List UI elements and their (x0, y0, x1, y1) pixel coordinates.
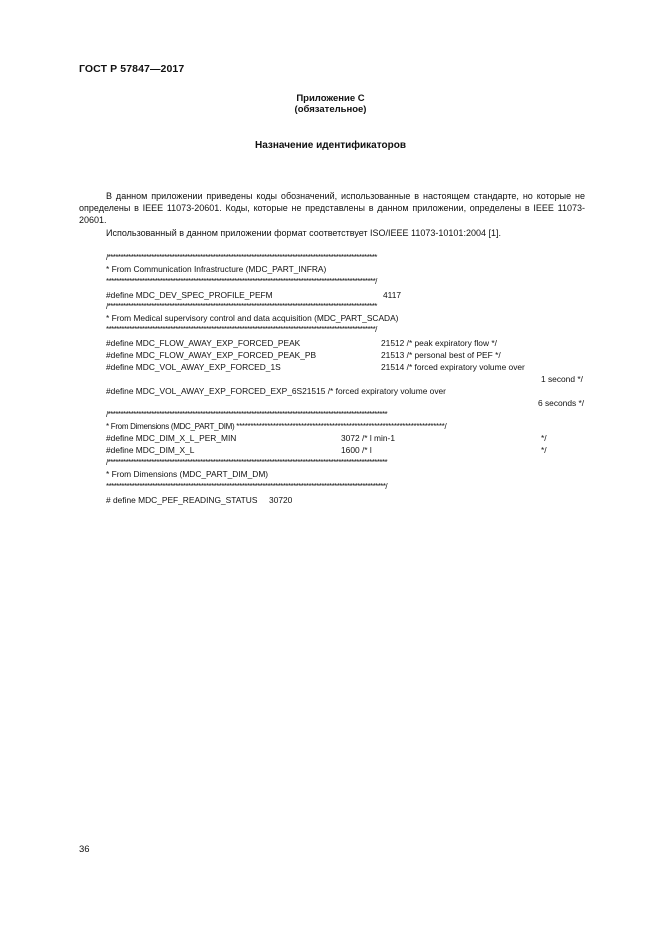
define-value: 4117 (383, 290, 402, 300)
comment-end: */ (541, 445, 547, 455)
page-number: 36 (79, 844, 90, 855)
define-value-continuation: 6 seconds */ (538, 398, 585, 408)
comment-end: */ (541, 433, 547, 443)
intro-paragraph-1: В данном приложении приведены коды обозначений, использованные в настоящем стандарте, но которые не определены в IEEE 11073-20601. Коды, которые не представлены в данном приложении, определены в IEEE 11073-20601. (79, 191, 585, 225)
define-value: 21513 /* personal best of PEF */ (381, 350, 501, 360)
comment-border: *********************************************************************************************************/ (106, 277, 377, 286)
define-value: 3072 /* l min-1 (341, 433, 395, 443)
annex-heading: Назначение идентификаторов (255, 140, 406, 151)
standard-header: ГОСТ Р 57847—2017 (79, 63, 185, 75)
comment-border: *********************************************************************************************************/ (106, 325, 377, 334)
define-value: 1600 /* l (341, 445, 372, 455)
comment-border: /************************************************************************************************************* (106, 458, 388, 467)
define-value: 21514 /* forced expiratory volume over (381, 362, 525, 372)
define-name: #define MDC_FLOW_AWAY_EXP_FORCED_PEAK (106, 338, 301, 348)
define-name: #define MDC_VOL_AWAY_EXP_FORCED_1S (106, 362, 281, 372)
comment-border: *************************************************************************************************************/ (106, 482, 388, 491)
code-comment: * From Medical supervisory control and data acquisition (MDC_PART_SCADA) (106, 313, 399, 323)
comment-border: /********************************************************************************************************* (106, 302, 377, 311)
comment-border: /********************************************************************************************************* (106, 253, 377, 262)
define-name: #define MDC_FLOW_AWAY_EXP_FORCED_PEAK_PB (106, 350, 317, 360)
code-listing (106, 252, 596, 522)
define-value-continuation: 1 second */ (541, 374, 583, 384)
code-comment: * From Dimensions (MDC_PART_DIM) **************************************************************************/ (106, 422, 447, 431)
define-line: #define MDC_VOL_AWAY_EXP_FORCED_EXP_6S21515 /* forced expiratory volume over (106, 386, 446, 396)
comment-border: /************************************************************************************************************* (106, 410, 388, 419)
define-name: #define MDC_DIM_X_L (106, 445, 195, 455)
define-name: #define MDC_DIM_X_L_PER_MIN (106, 433, 237, 443)
define-line: # define MDC_PEF_READING_STATUS 30720 (106, 495, 293, 505)
intro-paragraph-2: Использованный в данном приложении формат соответствует ISO/IEEE 11073-10101:2004 [1]. (106, 228, 501, 238)
code-comment: * From Communication Infrastructure (MDC_PART_INFRA) (106, 264, 327, 274)
annex-subtitle: (обязательное) (294, 104, 367, 115)
define-name: #define MDC_DEV_SPEC_PROFILE_PEFM (106, 290, 273, 300)
define-value: 21512 /* peak expiratory flow */ (381, 338, 497, 348)
code-comment: * From Dimensions (MDC_PART_DIM_DM) (106, 469, 269, 479)
annex-title: Приложение С (296, 93, 365, 104)
